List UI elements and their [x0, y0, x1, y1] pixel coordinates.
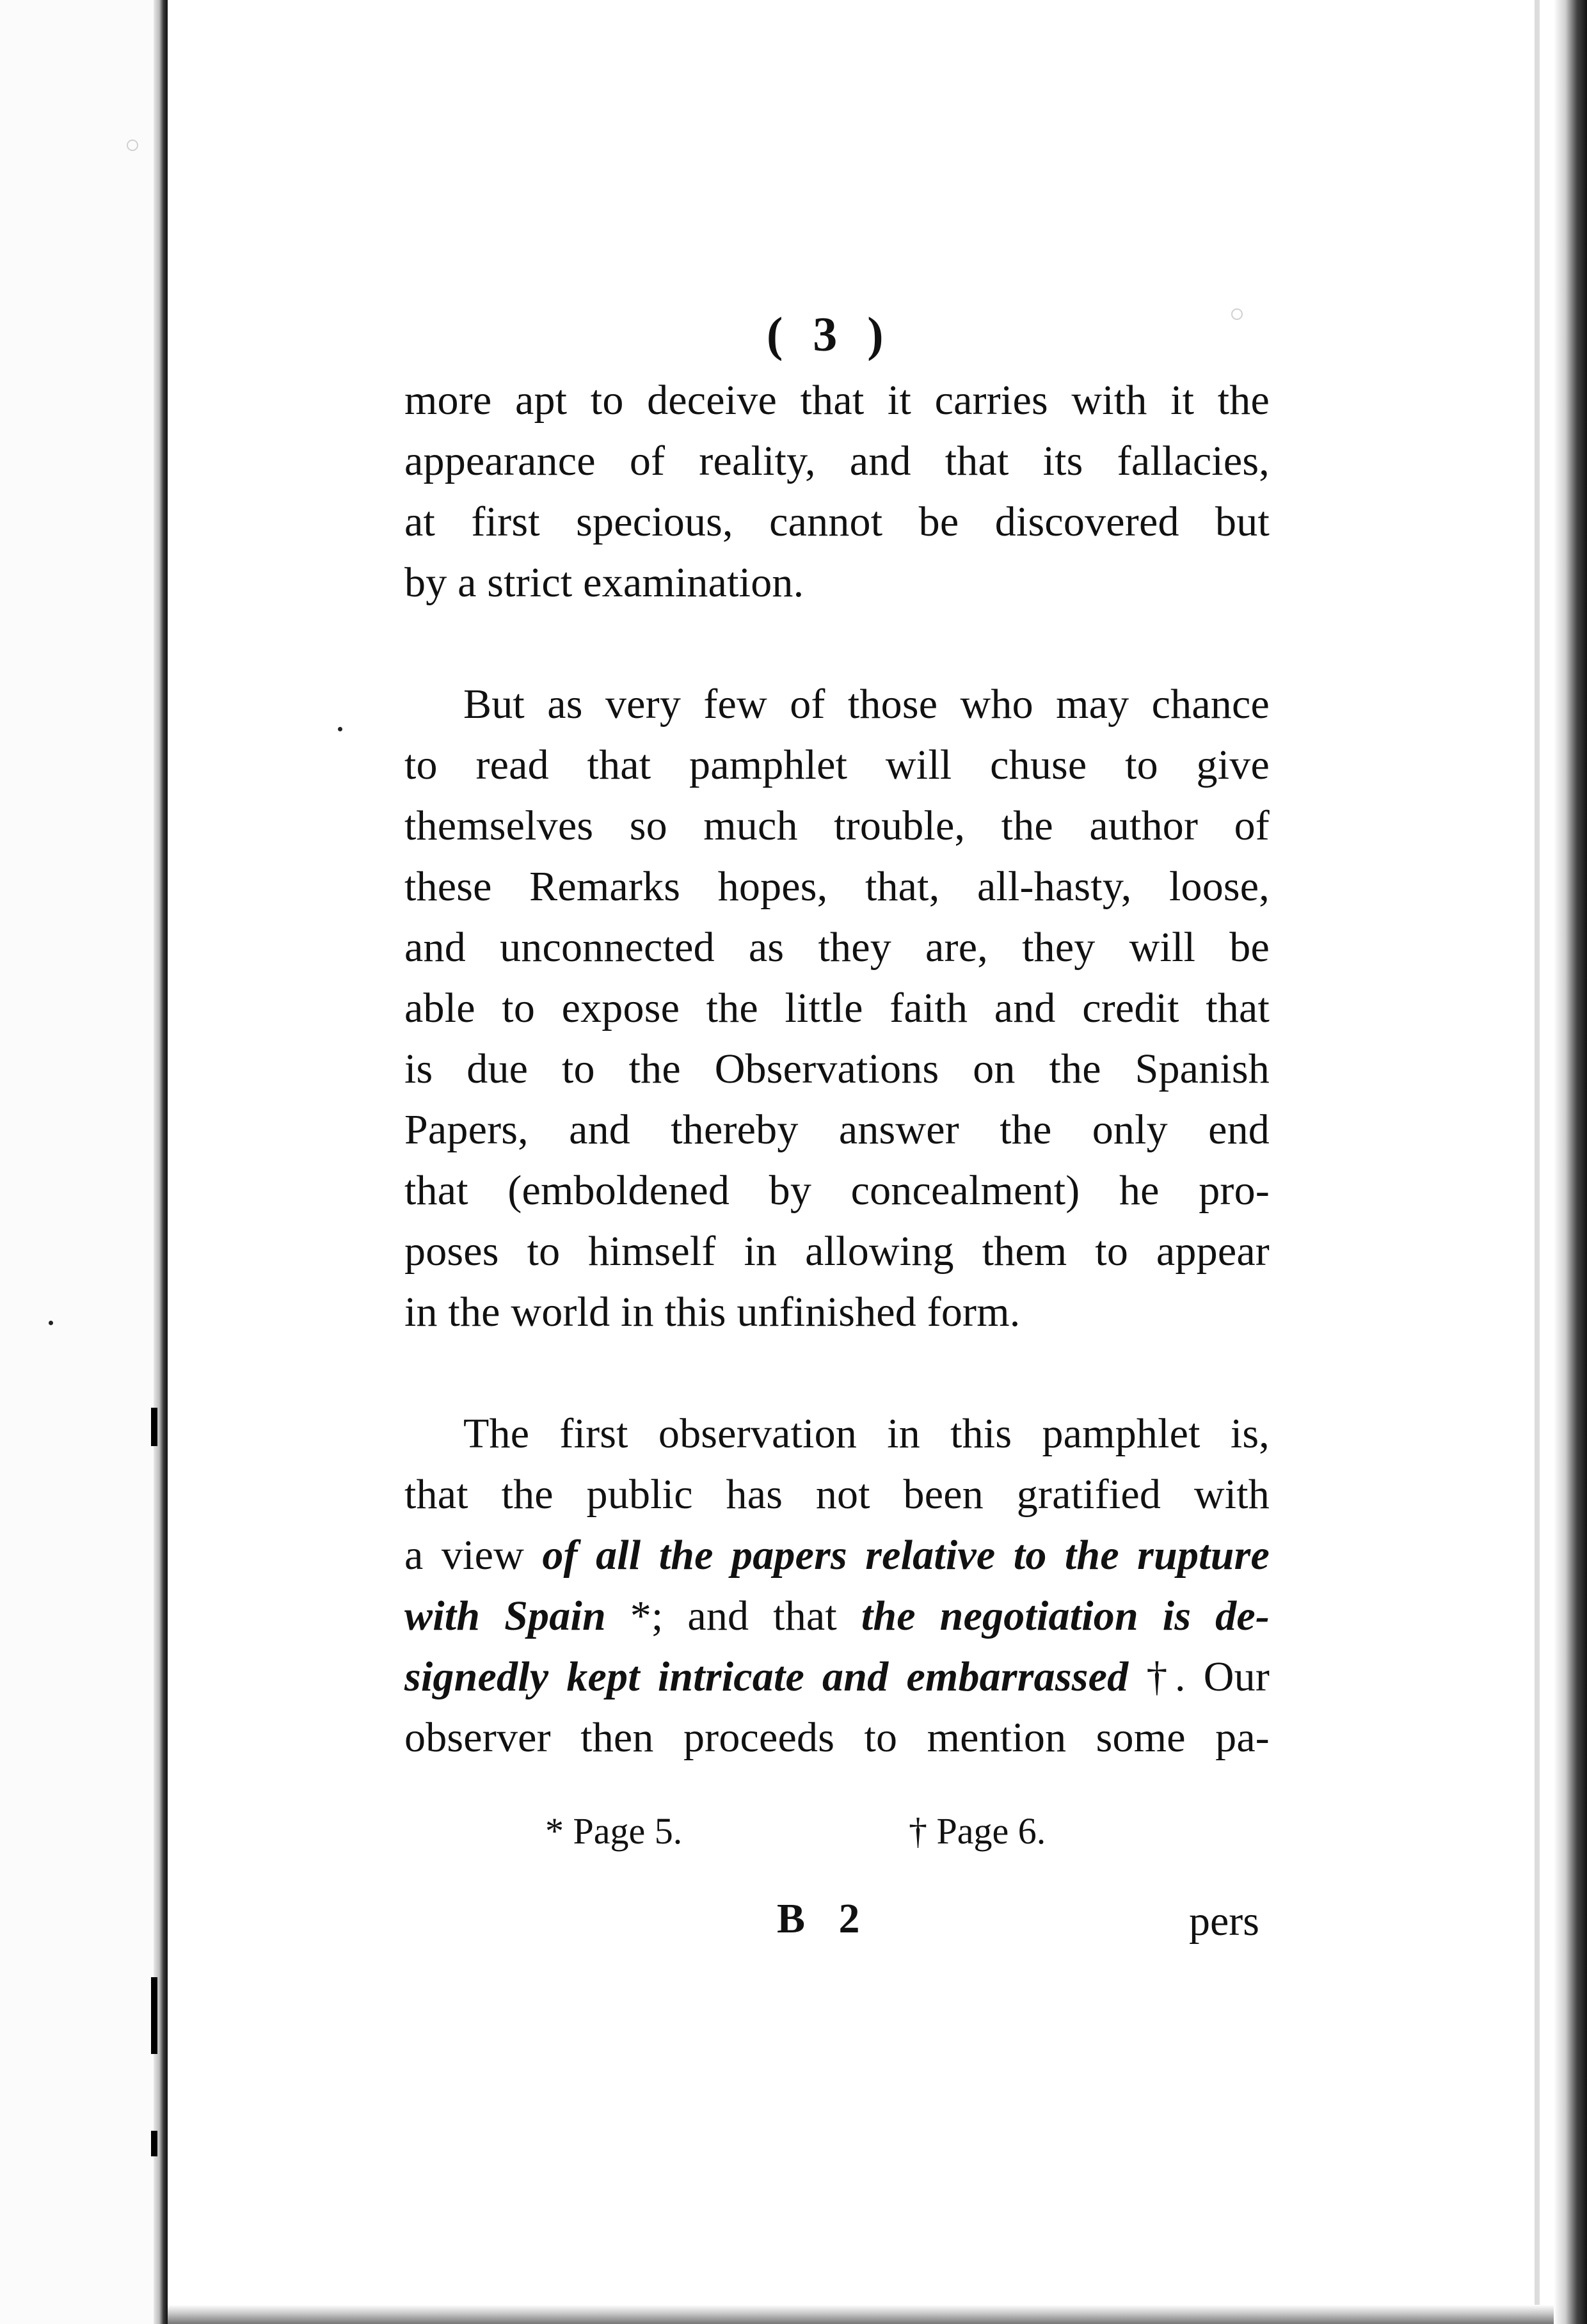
text-run: a view [404, 1532, 543, 1579]
paragraph-break [404, 613, 1270, 674]
text-run: †. Our [1128, 1653, 1270, 1700]
paper-speck [338, 727, 342, 731]
italic-quote: the negotiation is de- [861, 1593, 1270, 1639]
paper-speck [127, 139, 138, 151]
catchword: pers [1189, 1898, 1259, 1945]
left-page-edge [0, 0, 168, 2324]
text-line: The first observation in this pamphlet is, [463, 1410, 1270, 1457]
text-line: themselves so much trouble, the author of [404, 802, 1270, 849]
paper-speck [49, 1321, 53, 1325]
text-line: Papers, and thereby answer the only end [404, 1106, 1270, 1153]
text-line: that (emboldened by concealment) he pro- [404, 1167, 1270, 1214]
gutter-mark [151, 1408, 157, 1446]
page-number: ( 3 ) [767, 308, 893, 362]
gutter-mark [151, 2131, 157, 2156]
text-line: to read that pamphlet will chuse to give [404, 742, 1270, 788]
right-page-edge [1554, 0, 1587, 2324]
text-line: observer then proceeds to mention some pa- [404, 1714, 1270, 1761]
text-line: more apt to deceive that it carries with it the [404, 377, 1270, 424]
signature-mark: B 2 [777, 1895, 872, 1942]
text-line: is due to the Observations on the Spanish [404, 1046, 1270, 1092]
text-line: But as very few of those who may chance [463, 681, 1270, 728]
footnote: * Page 5. [545, 1810, 683, 1852]
text-line: poses to himself in allowing them to appear [404, 1228, 1270, 1275]
text-line: and unconnected as they are, they will be [404, 924, 1270, 971]
bottom-page-edge [168, 2305, 1554, 2324]
text-line: these Remarks hopes, that, all-hasty, loose, [404, 863, 1270, 910]
text-line [404, 1586, 1270, 1646]
italic-quote: with Spain [404, 1593, 606, 1639]
gutter-mark [151, 1977, 157, 2054]
text-line [404, 1646, 1270, 1707]
italic-quote: of all the papers relative to the rupture [542, 1532, 1270, 1579]
italic-quote: signedly kept intricate and embarrassed [404, 1653, 1129, 1700]
paragraph-break [404, 1342, 1270, 1403]
text-line: at first specious, cannot be discovered but [404, 498, 1270, 545]
footnote: † Page 6. [909, 1810, 1046, 1852]
text-line: by a strict examination. [404, 559, 804, 606]
text-run: *; and that [605, 1593, 861, 1639]
text-line: that the public has not been gratified with [404, 1471, 1270, 1518]
book-gutter [154, 0, 168, 2324]
text-line: in the world in this unfinished form. [404, 1289, 1021, 1335]
text-line: appearance of reality, and that its fallacies, [404, 438, 1270, 484]
paper-speck [1231, 308, 1243, 320]
right-page-edge-shadow [1535, 0, 1540, 2324]
text-line: able to expose the little faith and credit that [404, 985, 1270, 1031]
text-line [404, 1525, 1270, 1586]
body-text [404, 370, 1270, 1768]
